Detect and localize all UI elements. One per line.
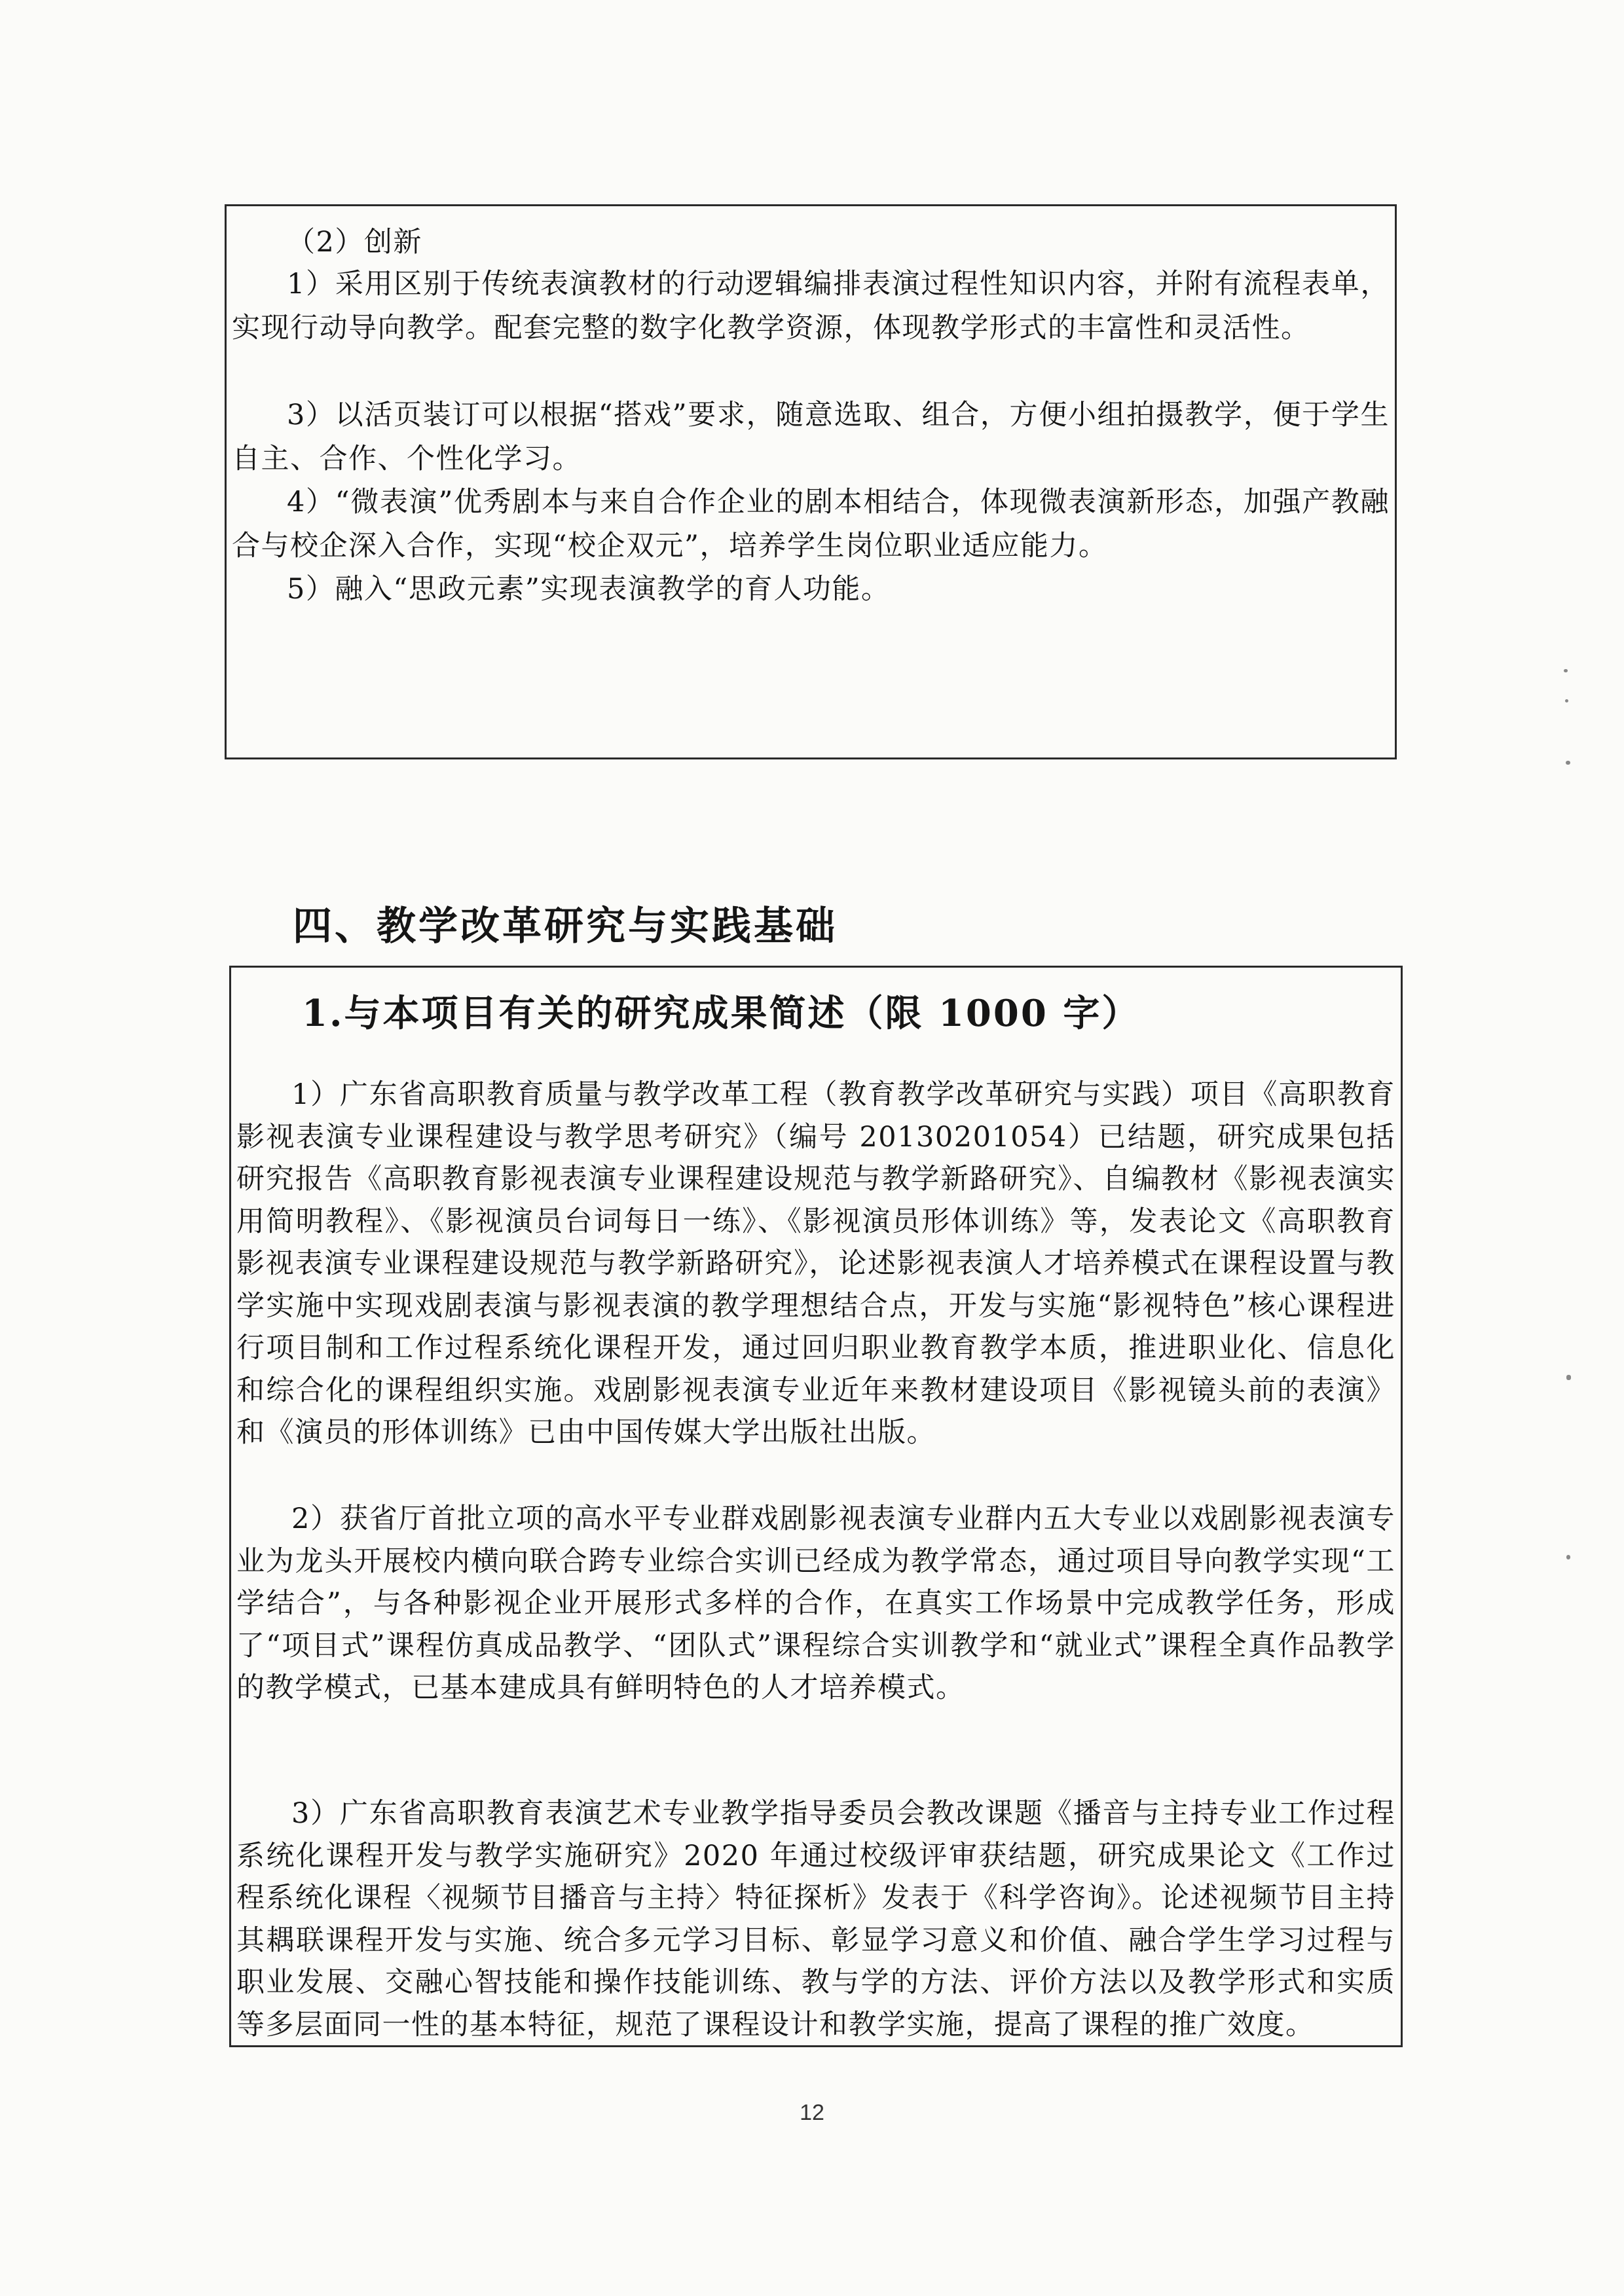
scan-speck [1566,1555,1570,1559]
scan-speck [1564,669,1568,672]
section-title: 四、教学改革研究与实践基础 [293,903,838,949]
innovation-box [225,204,1397,759]
research-paragraph-3: 3）广东省高职教育表演艺术专业教学指导委员会教改课题《播音与主持专业工作过程系统化课程开发与教学实施研究》2020 年通过校级评审获结题，研究成果论文《工作过程系统化课程〈视频节目播音与主持〉特征探析》发表于《科学咨询》。论述视频节目主持其耦联课程开发与实施、统合多元学习目标、彰显学习意义和价值、融合学生学习过程与职业发展、交融心智技能和操作技能训练、教与学的方法、评价方法以及教学形式和实质等多层面同一性的基本特征，规范了课程设计和教学实施，提高了课程的推广效度。 [236,1797,1395,2041]
scan-speck [1565,699,1568,702]
scan-speck [1566,1375,1571,1380]
research-paragraph-1: 1）广东省高职教育质量与教学改革工程（教育教学改革研究与实践）项目《高职教育影视表演专业课程建设与教学思考研究》（编号 20130201054）已结题，研究成果包括研究报告《高职教育影视表演专业课程建设规范与教学新路研究》、自编教材《影视表演实用简明教程》、《影视演员台词每日一练》、《影视演员形体训练》等，发表论文《高职教育影视表演专业课程建设规范与教学新路研究》，论述影视表演人才培养模式在课程设置与教学实施中实现戏剧表演与影视表演的教学理想结合点，开发与实施“影视特色”核心课程进行项目制和工作过程系统化课程开发，通过回归职业教育教学本质，推进职业化、信息化和综合化的课程组织实施。戏剧影视表演专业近年来教材建设项目《影视镜头前的表演》和《演员的形体训练》已由中国传媒大学出版社出版。 [236,1078,1395,1449]
innovation-item-5: 5）融入“思政元素”实现表演教学的育人功能。 [287,573,891,606]
page-number: 12 [800,2100,824,2125]
innovation-item-1: 1）采用区别于传统表演教材的行动逻辑编排表演过程性知识内容，并附有流程表单，实现行动导向教学。配套完整的数字化教学资源，体现教学形式的丰富性和灵活性。 [232,268,1390,344]
research-box [229,966,1403,2047]
innovation-item-4: 4）“微表演”优秀剧本与来自合作企业的剧本相结合，体现微表演新形态，加强产教融合与校企深入合作，实现“校企双元”，培养学生岗位职业适应能力。 [232,486,1390,562]
scan-speck [1566,761,1570,765]
innovation-heading: （2）创新 [287,226,422,259]
research-subtitle: 1.与本项目有关的研究成果简述（限 1000 字） [302,992,1141,1035]
innovation-item-3: 3）以活页装订可以根据“搭戏”要求，随意选取、组合，方便小组拍摄教学，便于学生自主、合作、个性化学习。 [232,399,1390,475]
research-paragraph-2: 2）获省厅首批立项的高水平专业群戏剧影视表演专业群内五大专业以戏剧影视表演专业为龙头开展校内横向联合跨专业综合实训已经成为教学常态，通过项目导向教学实现“工学结合”，与各种影视企业开展形式多样的合作，在真实工作场景中完成教学任务，形成了“项目式”课程仿真成品教学、“团队式”课程综合实训教学和“就业式”课程全真作品教学的教学模式，已基本建成具有鲜明特色的人才培养模式。 [236,1503,1395,1704]
